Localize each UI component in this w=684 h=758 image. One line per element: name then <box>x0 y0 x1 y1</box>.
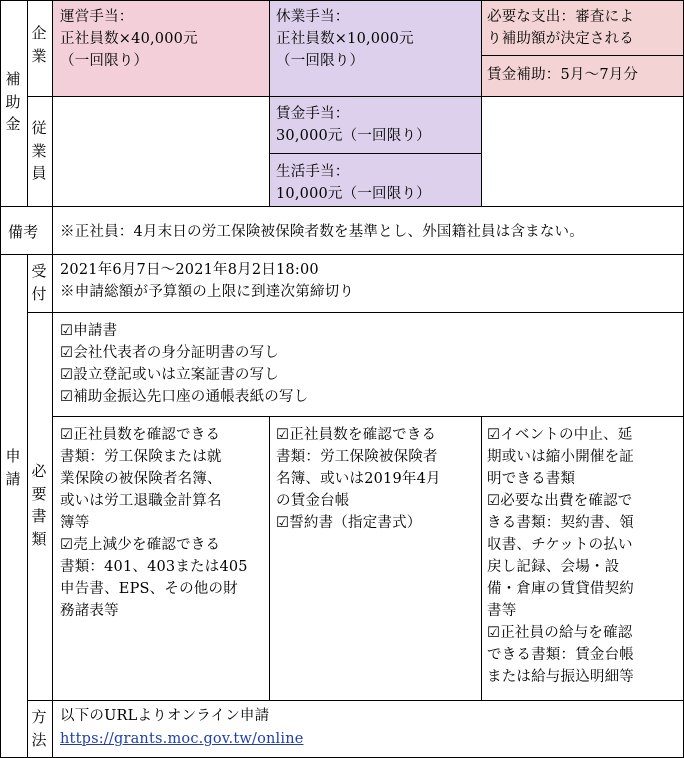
docs-col3-line: 書等 <box>487 603 517 619</box>
doc-application-form: ☑申請書 <box>60 323 118 339</box>
border-left <box>0 0 1 758</box>
divider <box>481 55 684 56</box>
docs-col1-line: 業保険の被保険者名簿、 <box>60 471 222 487</box>
employee-label: 従業員 <box>31 119 47 182</box>
docs-col3-line: または給与振込明細等 <box>487 669 634 685</box>
divider <box>52 0 53 758</box>
company-label: 企業 <box>31 24 47 65</box>
divider <box>269 416 270 700</box>
divider <box>0 206 684 207</box>
operation-allowance-note: （一回限り） <box>60 53 149 69</box>
border-top <box>0 0 684 1</box>
docs-col3-line: ☑必要な出費を確認で <box>487 493 633 509</box>
leave-allowance-amount: 正社員数×10,000元 <box>276 31 414 47</box>
wage-subsidy-period: 賃金補助：5月～7月分 <box>487 67 639 83</box>
operation-allowance-title: 運営手当： <box>60 9 134 25</box>
living-allowance-amount: 10,000元（一回限り） <box>276 186 431 202</box>
docs-col1-line: 簿等 <box>60 515 90 531</box>
docs-col3-line: 備・倉庫の賃貸借契約 <box>487 581 634 597</box>
docs-col2-line: ☑正社員数を確認できる <box>276 427 437 443</box>
docs-col1-line: 書類：401、403または405 <box>60 559 248 575</box>
living-allowance-title: 生活手当： <box>276 164 350 180</box>
divider <box>481 0 482 206</box>
divider <box>52 416 684 417</box>
divider <box>27 700 684 701</box>
docs-col1-line: ☑正社員数を確認できる <box>60 427 221 443</box>
docs-col3-line: ☑イベントの中止、延 <box>487 427 633 443</box>
reception-label: 受付 <box>31 262 47 303</box>
docs-col1-line: 或いは労工退職金計算名 <box>60 493 222 509</box>
docs-col2-line: ☑誓約書（指定書式） <box>276 515 422 531</box>
application-label: 申請 <box>5 447 21 488</box>
online-application-text: 以下のURLよりオンライン申請 <box>60 708 270 724</box>
docs-col1-line: 務諸表等 <box>60 603 119 619</box>
remarks-label: 備考 <box>8 223 39 241</box>
divider <box>27 254 28 758</box>
required-docs-label: 必要書類 <box>31 462 47 548</box>
expense-subsidy-line1: 必要な支出：審査によ <box>487 9 634 25</box>
docs-col2-line: 書類：労工保険被保険者 <box>276 449 438 465</box>
wage-allowance-title: 賃金手当： <box>276 106 350 122</box>
docs-col3-line: 収書、チケットの払い <box>487 537 633 553</box>
leave-allowance-note: （一回限り） <box>276 53 365 69</box>
docs-col1-line: 申告書、EPS、その他の財 <box>60 581 238 597</box>
docs-col1-line: ☑売上減少を確認できる <box>60 537 221 553</box>
operation-allowance-amount: 正社員数×40,000元 <box>60 31 198 47</box>
divider <box>27 312 684 313</box>
docs-col3-line: ☑正社員の給与を確認 <box>487 625 633 641</box>
leave-allowance-title: 休業手当： <box>276 9 350 25</box>
wage-allowance-amount: 30,000元（一回限り） <box>276 128 431 144</box>
divider <box>481 416 482 700</box>
docs-col2-line: の賃金台帳 <box>276 493 350 509</box>
divider <box>27 0 28 206</box>
doc-registration: ☑設立登記或いは立案証書の写し <box>60 367 279 383</box>
docs-col3-line: 戻し記録、会場・設 <box>487 559 620 575</box>
divider <box>269 153 481 154</box>
divider <box>269 0 270 206</box>
remarks-text: ※正社員：4月末日の労工保険被保険者数を基準とし、外国籍社員は含まない。 <box>60 224 584 240</box>
reception-period: 2021年6月7日～2021年8月2日18:00 <box>60 262 319 278</box>
docs-col2-line: 名簿、或いは2019年4月 <box>276 471 441 487</box>
divider <box>0 254 684 255</box>
reception-note: ※申請総額が予算額の上限に到達次第締切り <box>60 284 354 300</box>
application-url-link[interactable]: https://grants.moc.gov.tw/online <box>60 731 304 747</box>
doc-bank-account: ☑補助金振込先口座の通帳表紙の写し <box>60 389 309 405</box>
method-label: 方法 <box>31 708 47 749</box>
docs-col3-line: できる書類：賃金台帳 <box>487 647 634 663</box>
divider <box>27 96 684 97</box>
expense-subsidy-line2: り補助額が決定される <box>487 31 634 47</box>
docs-col1-line: 書類：労工保険または就 <box>60 449 222 465</box>
docs-col3-line: 明できる書類 <box>487 471 576 487</box>
docs-col3-line: 期或いは縮小開催を証 <box>487 449 634 465</box>
subsidy-label: 補助金 <box>5 70 21 133</box>
doc-representative-id: ☑会社代表者の身分証明書の写し <box>60 345 279 361</box>
docs-col3-line: きる書類：契約書、領 <box>487 515 634 531</box>
